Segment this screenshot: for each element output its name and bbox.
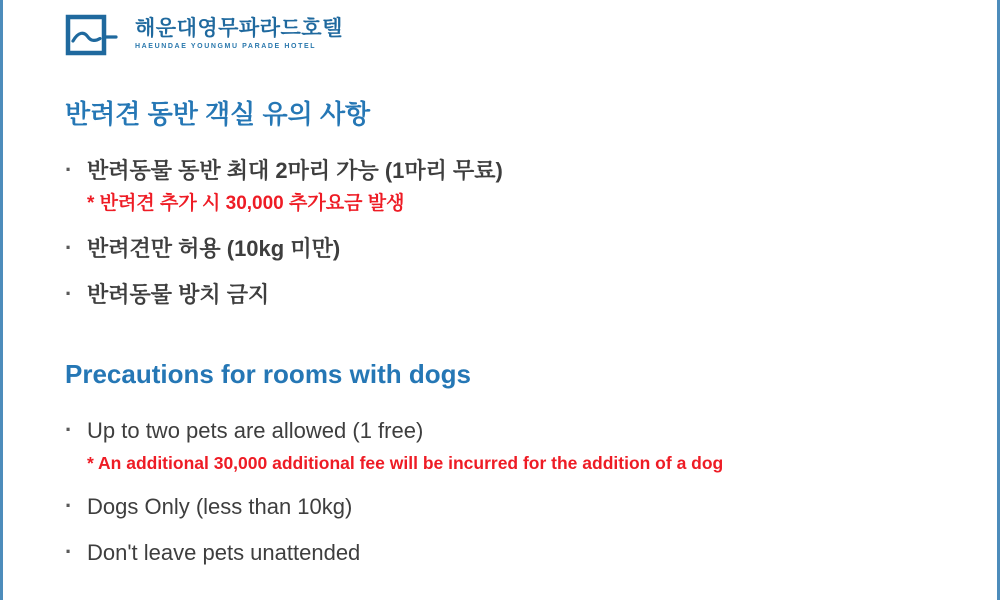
list-item-text: 반려동물 동반 최대 2마리 가능 (1마리 무료) <box>87 158 503 183</box>
list-item <box>65 492 957 522</box>
list-item-text: Up to two pets are allowed (1 free) <box>87 418 424 443</box>
bullet-dot <box>65 156 87 184</box>
bullet-dot <box>65 280 87 308</box>
section-korean-pet-policy <box>65 98 957 310</box>
list-item-text: 반려견만 허용 (10kg 미만) <box>87 236 341 261</box>
section-heading-korean: 반려견 동반 객실 유의 사항 <box>65 99 371 129</box>
list-item <box>65 280 957 310</box>
list-item <box>65 416 957 476</box>
hotel-logo-text <box>135 14 343 50</box>
list-item-text: Dogs Only (less than 10kg) <box>87 494 353 519</box>
bullet-dot <box>65 416 87 444</box>
square-wave-logo-icon <box>65 14 119 56</box>
bullet-dot <box>65 492 87 520</box>
list-item <box>65 234 957 264</box>
list-item-text: 반려동물 방치 금지 <box>87 282 270 307</box>
list-item-text: Don't leave pets unattended <box>87 540 361 565</box>
bullet-dot <box>65 234 87 262</box>
list-item <box>65 538 957 568</box>
section-heading-english: Precautions for rooms with dogs <box>65 359 471 389</box>
hotel-name-english: HAEUNDAE YOUNGMU PARADE HOTEL <box>135 43 317 50</box>
section-english-pet-policy <box>65 358 957 568</box>
bullet-dot <box>65 538 87 566</box>
notice-content <box>3 0 997 568</box>
hotel-name-korean: 해운대영무파라드호텔 <box>135 17 343 40</box>
list-item <box>65 156 957 218</box>
list-item-note: * 반려견 추가 시 30,000 추가요금 발생 <box>87 193 405 214</box>
hotel-logo <box>65 14 957 58</box>
list-item-note: * An additional 30,000 additional fee will be incurred for the addition of a dog <box>87 453 724 473</box>
